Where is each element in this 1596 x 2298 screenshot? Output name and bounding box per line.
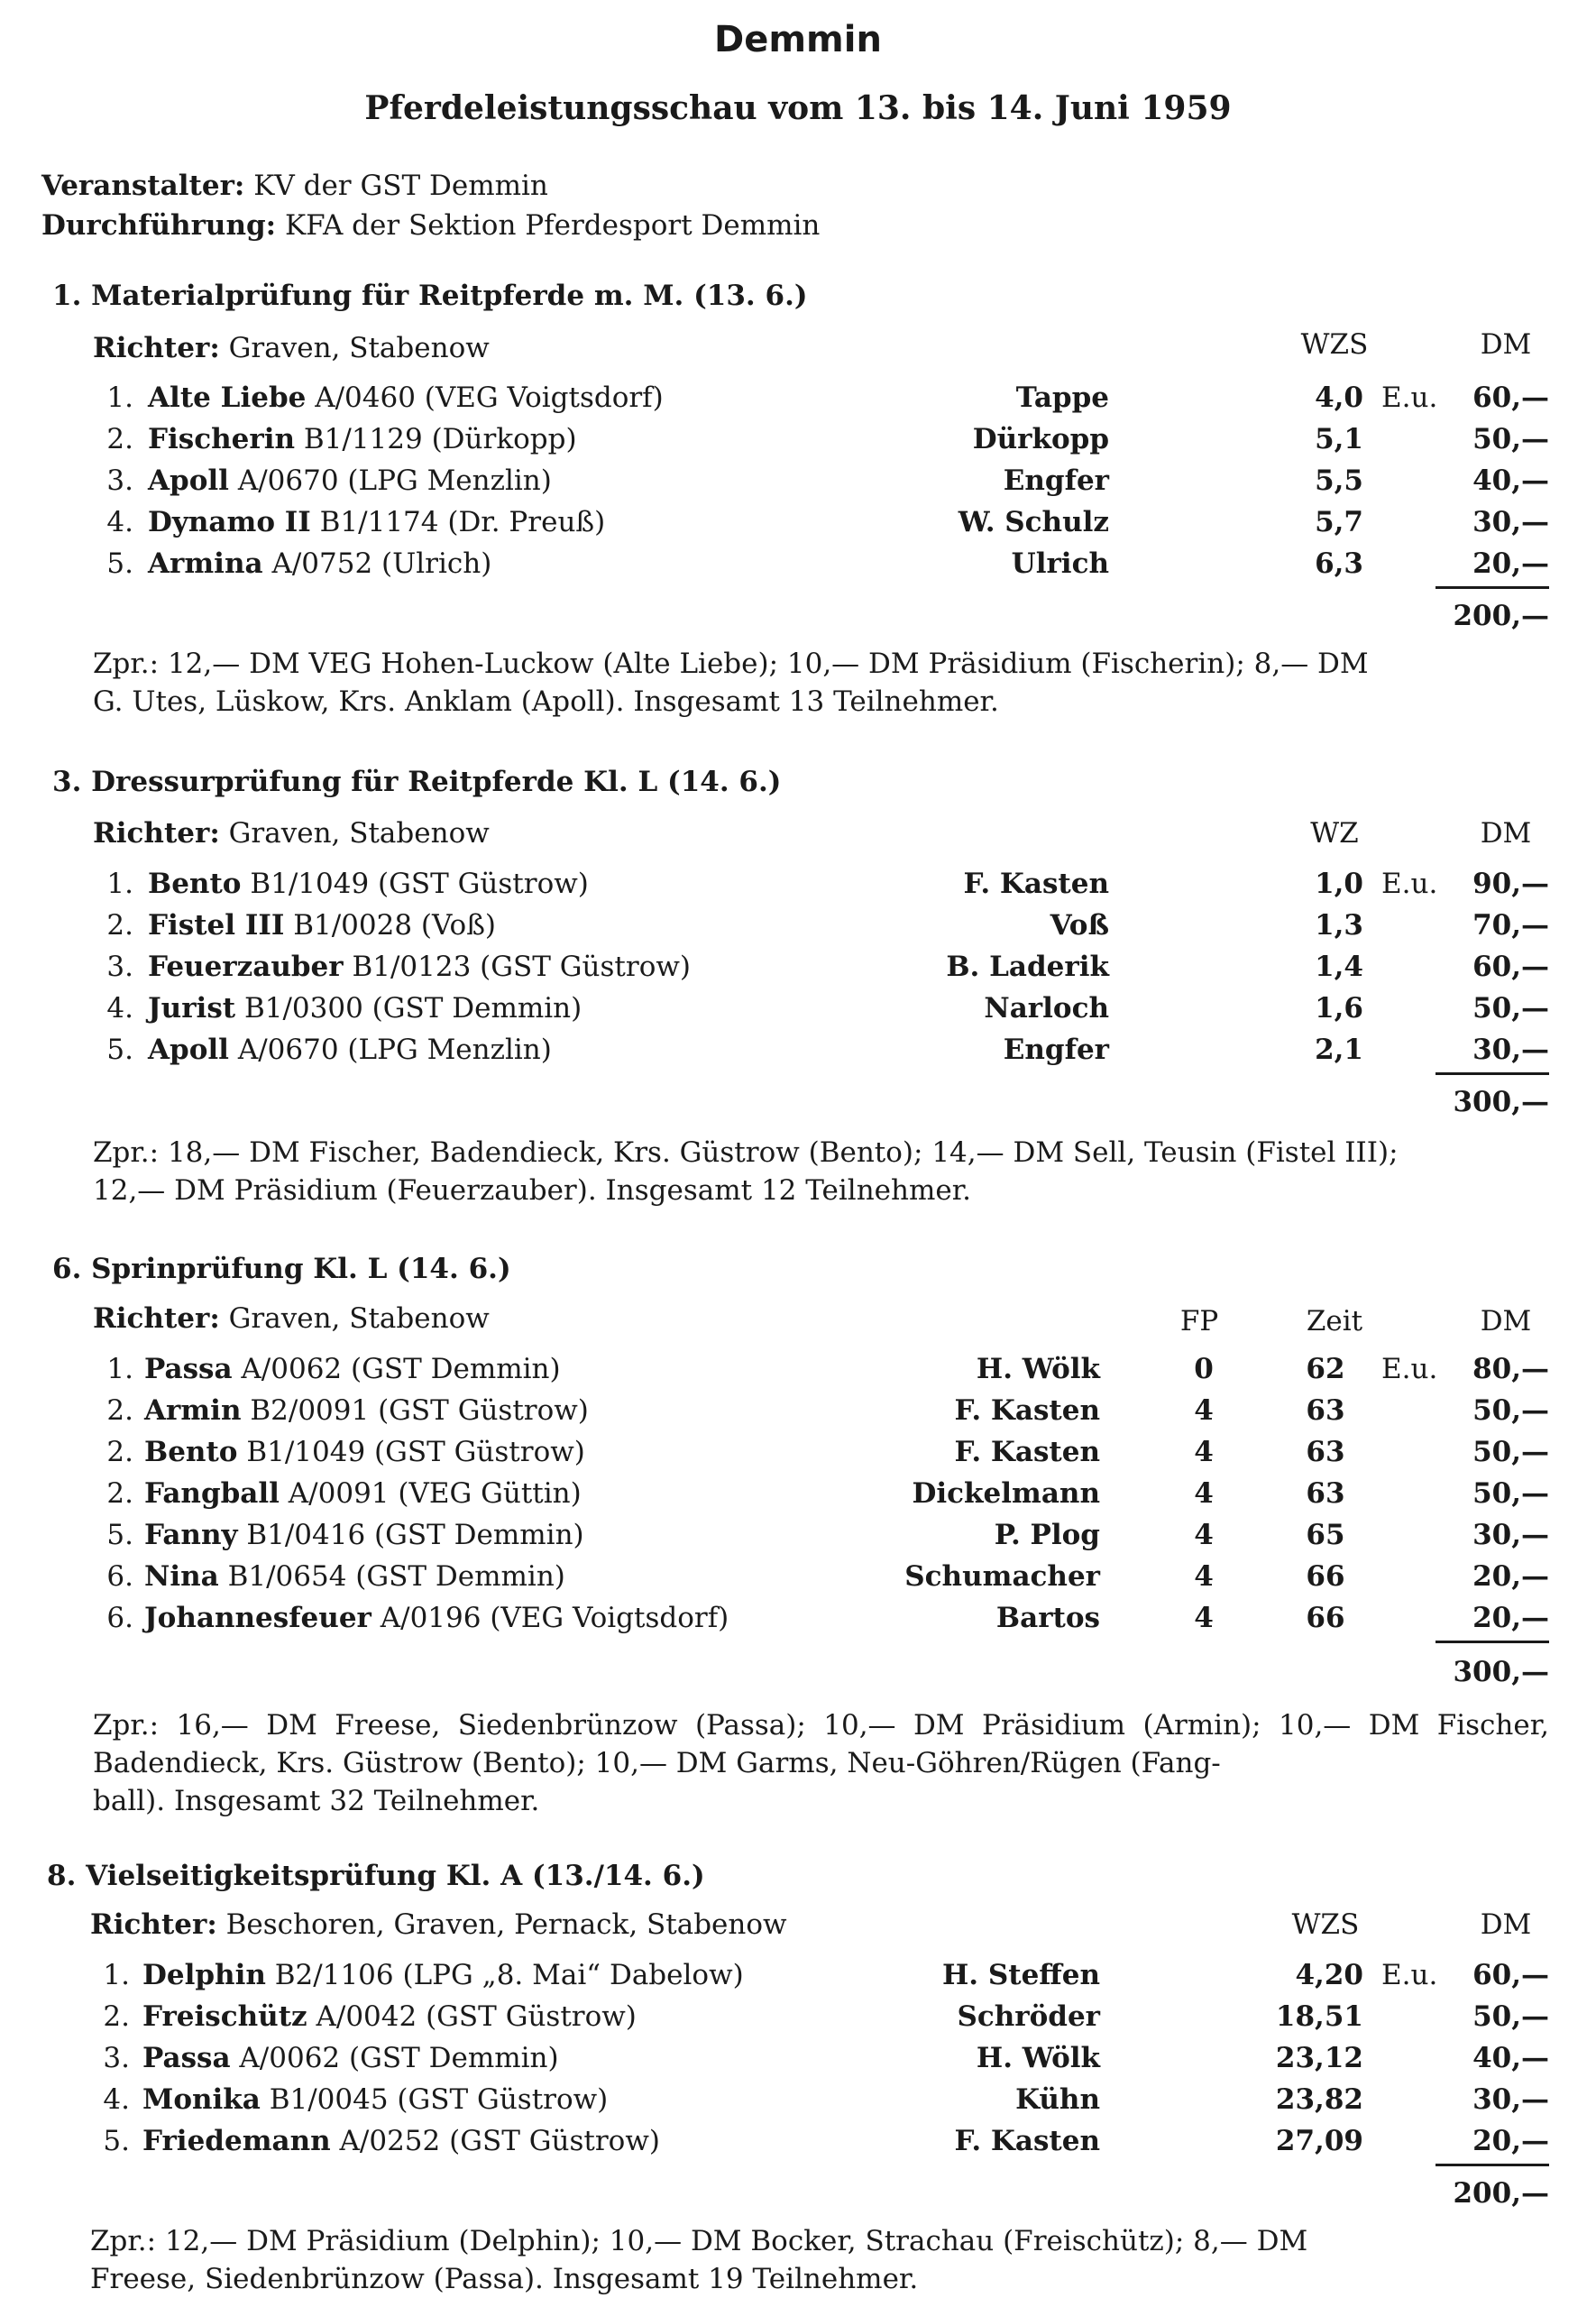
row-horse-entry [148,866,589,902]
judges-line [93,815,490,851]
row-rider: Engfer [1003,1034,1109,1066]
row-score: 5,1 [1315,423,1363,455]
row-money: 30,— [1472,506,1549,538]
prize-note-last-line: G. Utes, Lüskow, Krs. Anklam (Apoll). Insgesamt 13 Teilnehmer. [93,685,999,718]
row-registration: A/0196 (VEG Voigtsdorf) [380,1602,729,1634]
row-time: 66 [1306,1602,1345,1634]
row-horse-entry [144,1600,729,1636]
row-place: 5. [106,1519,133,1551]
judges-line [93,330,490,366]
col-header-score: WZS [1300,328,1369,361]
row-registration: B1/0045 (GST Güstrow) [269,2083,609,2116]
row-place: 1. [103,1959,130,1991]
row-place: 5. [103,2125,130,2157]
row-fp: 4 [1194,1394,1214,1427]
row-money: 40,— [1472,464,1549,497]
row-horse: Johannesfeuer [144,1602,371,1634]
row-place: 1. [106,381,133,414]
prize-note-last-line: ball). Insgesamt 32 Teilnehmer. [93,1785,540,1817]
row-score: 6,3 [1315,547,1363,580]
row-horse: Apoll [148,1034,229,1066]
row-horse-entry [144,1475,582,1512]
executor-label: Durchführung: [41,209,277,242]
row-horse: Monika [142,2083,261,2116]
row-score: 1,4 [1315,951,1363,983]
judges-names: Graven, Stabenow [228,1302,490,1335]
row-rider: Schumacher [904,1560,1100,1593]
section-total: 200,— [1453,600,1549,632]
row-horse: Friedemann [142,2125,331,2157]
row-horse: Jurist [148,992,236,1025]
row-place: 5. [106,1034,133,1066]
event-title: Pferdeleistungsschau vom 13. bis 14. Juni 1959 [364,89,1232,127]
row-rider: F. Kasten [963,868,1109,900]
row-horse: Passa [142,2042,231,2074]
col-header-money: DM [1480,328,1532,361]
row-horse-entry [148,463,552,499]
row-horse: Nina [144,1560,219,1593]
prize-note-text: Zpr.: 12,— DM Präsidium (Delphin); 10,— DM Bocker, Strachau (Freischütz); 8,— DM [90,2225,1308,2257]
row-registration: B1/1129 (Dürkopp) [303,423,577,455]
col-header-score: WZS [1291,1908,1360,1941]
row-horse-entry [142,1999,637,2035]
row-place: 4. [103,2083,130,2116]
row-time: 63 [1306,1436,1345,1468]
row-time: 62 [1306,1353,1345,1385]
row-rider: F. Kasten [954,1436,1100,1468]
row-registration: B1/0416 (GST Demmin) [246,1519,584,1551]
row-money: 50,— [1472,1394,1549,1427]
organizer-line [41,168,548,204]
row-rider: P. Plog [994,1519,1100,1551]
row-registration: A/0062 (GST Demmin) [241,1353,561,1385]
row-registration: A/0752 (Ulrich) [271,547,492,580]
row-horse: Passa [144,1353,233,1385]
row-horse-entry [142,2123,660,2159]
prize-note-text: Zpr.: 18,— DM Fischer, Badendieck, Krs. Güstrow (Bento); 14,— DM Sell, Teusin (Fistel III); [93,1136,1399,1169]
row-horse: Armin [144,1394,242,1427]
row-horse-entry [148,504,605,540]
row-place: 2. [103,2000,130,2033]
row-money: 50,— [1472,1477,1549,1510]
row-rider: Dickelmann [912,1477,1100,1510]
row-registration: A/0460 (VEG Voigtsdorf) [315,381,664,414]
row-money: 30,— [1472,1519,1549,1551]
row-registration: B2/1106 (LPG „8. Mai“ Dabelow) [274,1959,744,1991]
row-money: 60,— [1472,381,1549,414]
row-registration: B1/1174 (Dr. Preuß) [319,506,606,538]
row-score: 5,5 [1315,464,1363,497]
row-registration: A/0252 (GST Güstrow) [339,2125,660,2157]
row-time: 63 [1306,1477,1345,1510]
prize-note [93,1706,1549,1820]
row-registration: B1/0654 (GST Demmin) [227,1560,565,1593]
row-place: 2. [106,1477,133,1510]
row-money: 20,— [1472,2125,1549,2157]
row-place: 4. [106,992,133,1025]
row-note: E.u. [1381,1353,1438,1385]
row-rider: F. Kasten [954,2125,1100,2157]
row-place: 1. [106,868,133,900]
row-horse: Freischütz [142,2000,307,2033]
row-horse: Fanny [144,1519,238,1551]
row-rider: Schröder [957,2000,1100,2033]
row-score: 1,3 [1315,909,1363,942]
row-fp: 0 [1194,1353,1214,1385]
row-horse: Fistel III [148,909,285,942]
row-money: 20,— [1472,547,1549,580]
row-horse-entry [148,421,577,457]
row-place: 3. [106,464,133,497]
row-horse-entry [142,1957,744,1993]
row-registration: A/0091 (VEG Güttin) [288,1477,582,1510]
row-registration: A/0062 (GST Demmin) [239,2042,559,2074]
row-horse-entry [148,546,491,582]
row-horse-entry [142,2082,608,2118]
row-note: E.u. [1381,381,1438,414]
row-horse: Armina [148,547,263,580]
row-horse-entry [148,907,496,943]
row-place: 5. [106,547,133,580]
row-registration: A/0670 (LPG Menzlin) [237,464,552,497]
row-rider: H. Steffen [941,1959,1100,1991]
row-rider: H. Wölk [976,1353,1100,1385]
sum-rule [1435,1072,1549,1075]
row-time: 65 [1306,1519,1345,1551]
prize-note-text: Zpr.: 16,— DM Freese, Siedenbrünzow (Passa); 10,— DM Präsidium (Armin); 10,— DM Fischer, Badendieck, Krs. Güstrow (Bento); 10,— DM Garms, Neu-Göhren/Rügen (Fang- [93,1709,1549,1779]
row-rider: W. Schulz [958,506,1109,538]
judges-label: Richter: [93,1302,220,1335]
row-money: 80,— [1472,1353,1549,1385]
row-place: 2. [106,909,133,942]
row-score: 18,51 [1275,2000,1363,2033]
row-score: 27,09 [1275,2125,1363,2157]
row-horse: Fangball [144,1477,280,1510]
col-header-score: WZ [1310,817,1359,850]
row-horse: Feuerzauber [148,951,344,983]
row-registration: B2/0091 (GST Güstrow) [250,1394,589,1427]
row-horse: Delphin [142,1959,266,1991]
row-money: 30,— [1472,1034,1549,1066]
row-horse-entry [148,990,582,1026]
judges-label: Richter: [93,332,220,364]
row-score: 23,82 [1275,2083,1363,2116]
row-place: 4. [106,506,133,538]
row-money: 90,— [1472,868,1549,900]
row-rider: F. Kasten [954,1394,1100,1427]
row-money: 50,— [1472,2000,1549,2033]
row-money: 30,— [1472,2083,1549,2116]
section-total: 300,— [1453,1656,1549,1688]
section-heading: 6. Sprinprüfung Kl. L (14. 6.) [52,1253,511,1285]
row-registration: B1/1049 (GST Güstrow) [250,868,589,900]
section-heading: 8. Vielseitigkeitsprüfung Kl. A (13./14. 6.) [47,1860,705,1892]
row-rider: Narloch [984,992,1109,1025]
section-heading: 1. Materialprüfung für Reitpferde m. M. (13. 6.) [52,280,808,312]
row-place: 6. [106,1602,133,1634]
row-place: 6. [106,1560,133,1593]
judges-line [93,1301,490,1337]
prize-note-text: Zpr.: 12,— DM VEG Hohen-Luckow (Alte Liebe); 10,— DM Präsidium (Fischerin); 8,— DM [93,648,1369,680]
row-registration: B1/1049 (GST Güstrow) [246,1436,585,1468]
row-place: 2. [106,423,133,455]
sum-rule [1435,1641,1549,1643]
row-score: 2,1 [1315,1034,1363,1066]
col-header-time: Zeit [1306,1305,1363,1337]
col-header-fp: FP [1179,1305,1219,1337]
row-fp: 4 [1194,1477,1214,1510]
row-rider: Voß [1050,909,1109,942]
row-place: 3. [103,2042,130,2074]
section-total: 200,— [1453,2177,1549,2210]
row-time: 66 [1306,1560,1345,1593]
row-score: 1,6 [1315,992,1363,1025]
row-horse-entry [148,1032,552,1068]
judges-names: Beschoren, Graven, Pernack, Stabenow [225,1908,787,1941]
row-registration: B1/0028 (Voß) [293,909,497,942]
row-rider: H. Wölk [976,2042,1100,2074]
row-horse: Dynamo II [148,506,311,538]
executor-value: KFA der Sektion Pferdesport Demmin [284,209,821,242]
row-time: 63 [1306,1394,1345,1427]
row-money: 50,— [1472,992,1549,1025]
row-horse-entry [148,380,664,416]
prize-note-last-line: Freese, Siedenbrünzow (Passa). Insgesamt 19 Teilnehmer. [90,2263,919,2295]
row-money: 20,— [1472,1602,1549,1634]
judges-names: Graven, Stabenow [228,817,490,850]
row-money: 60,— [1472,1959,1549,1991]
row-fp: 4 [1194,1519,1214,1551]
row-rider: Ulrich [1011,547,1109,580]
row-money: 60,— [1472,951,1549,983]
judges-names: Graven, Stabenow [228,332,490,364]
judges-line [90,1907,787,1943]
row-place: 2. [106,1436,133,1468]
row-place: 3. [106,951,133,983]
row-score: 23,12 [1275,2042,1363,2074]
row-horse-entry [144,1393,589,1429]
col-header-money: DM [1480,1908,1532,1941]
row-score: 4,0 [1315,381,1363,414]
row-rider: B. Laderik [946,951,1109,983]
row-horse: Alte Liebe [148,381,307,414]
row-horse: Apoll [148,464,229,497]
row-money: 50,— [1472,1436,1549,1468]
row-registration: B1/0123 (GST Güstrow) [352,951,691,983]
row-money: 70,— [1472,909,1549,942]
prize-note-last-line: 12,— DM Präsidium (Feuerzauber). Insgesamt 12 Teilnehmer. [93,1174,971,1207]
executor-line [41,207,820,244]
row-fp: 4 [1194,1602,1214,1634]
judges-label: Richter: [90,1908,217,1941]
row-horse: Fischerin [148,423,296,455]
judges-label: Richter: [93,817,220,850]
row-horse-entry [144,1434,585,1470]
col-header-money: DM [1480,1305,1532,1337]
row-horse-entry [148,949,691,985]
row-rider: Dürkopp [972,423,1109,455]
prize-note [93,645,1549,721]
row-fp: 4 [1194,1436,1214,1468]
row-horse-entry [144,1517,584,1553]
row-rider: Bartos [995,1602,1100,1634]
row-registration: B1/0300 (GST Demmin) [243,992,582,1025]
row-registration: A/0042 (GST Güstrow) [316,2000,637,2033]
prize-note [93,1134,1549,1209]
section-heading: 3. Dressurprüfung für Reitpferde Kl. L (14. 6.) [52,766,782,798]
row-horse: Bento [148,868,242,900]
organizer-label: Veranstalter: [41,170,245,202]
row-place: 2. [106,1394,133,1427]
row-score: 5,7 [1315,506,1363,538]
section-total: 300,— [1453,1086,1549,1118]
place-heading: Demmin [714,19,882,60]
row-horse: Bento [144,1436,238,1468]
sum-rule [1435,586,1549,589]
row-rider: Kühn [1015,2083,1100,2116]
row-score: 1,0 [1315,868,1363,900]
row-horse-entry [142,2040,559,2076]
row-note: E.u. [1381,1959,1438,1991]
row-rider: Tappe [1015,381,1109,414]
col-header-money: DM [1480,817,1532,850]
row-horse-entry [144,1351,561,1387]
row-horse-entry [144,1558,565,1595]
row-registration: A/0670 (LPG Menzlin) [237,1034,552,1066]
prize-note [90,2222,1549,2298]
sum-rule [1435,2164,1549,2166]
row-place: 1. [106,1353,133,1385]
row-money: 20,— [1472,1560,1549,1593]
row-score: 4,20 [1295,1959,1363,1991]
organizer-value: KV der GST Demmin [253,170,548,202]
row-money: 50,— [1472,423,1549,455]
row-rider: Engfer [1003,464,1109,497]
row-money: 40,— [1472,2042,1549,2074]
row-note: E.u. [1381,868,1438,900]
row-fp: 4 [1194,1560,1214,1593]
